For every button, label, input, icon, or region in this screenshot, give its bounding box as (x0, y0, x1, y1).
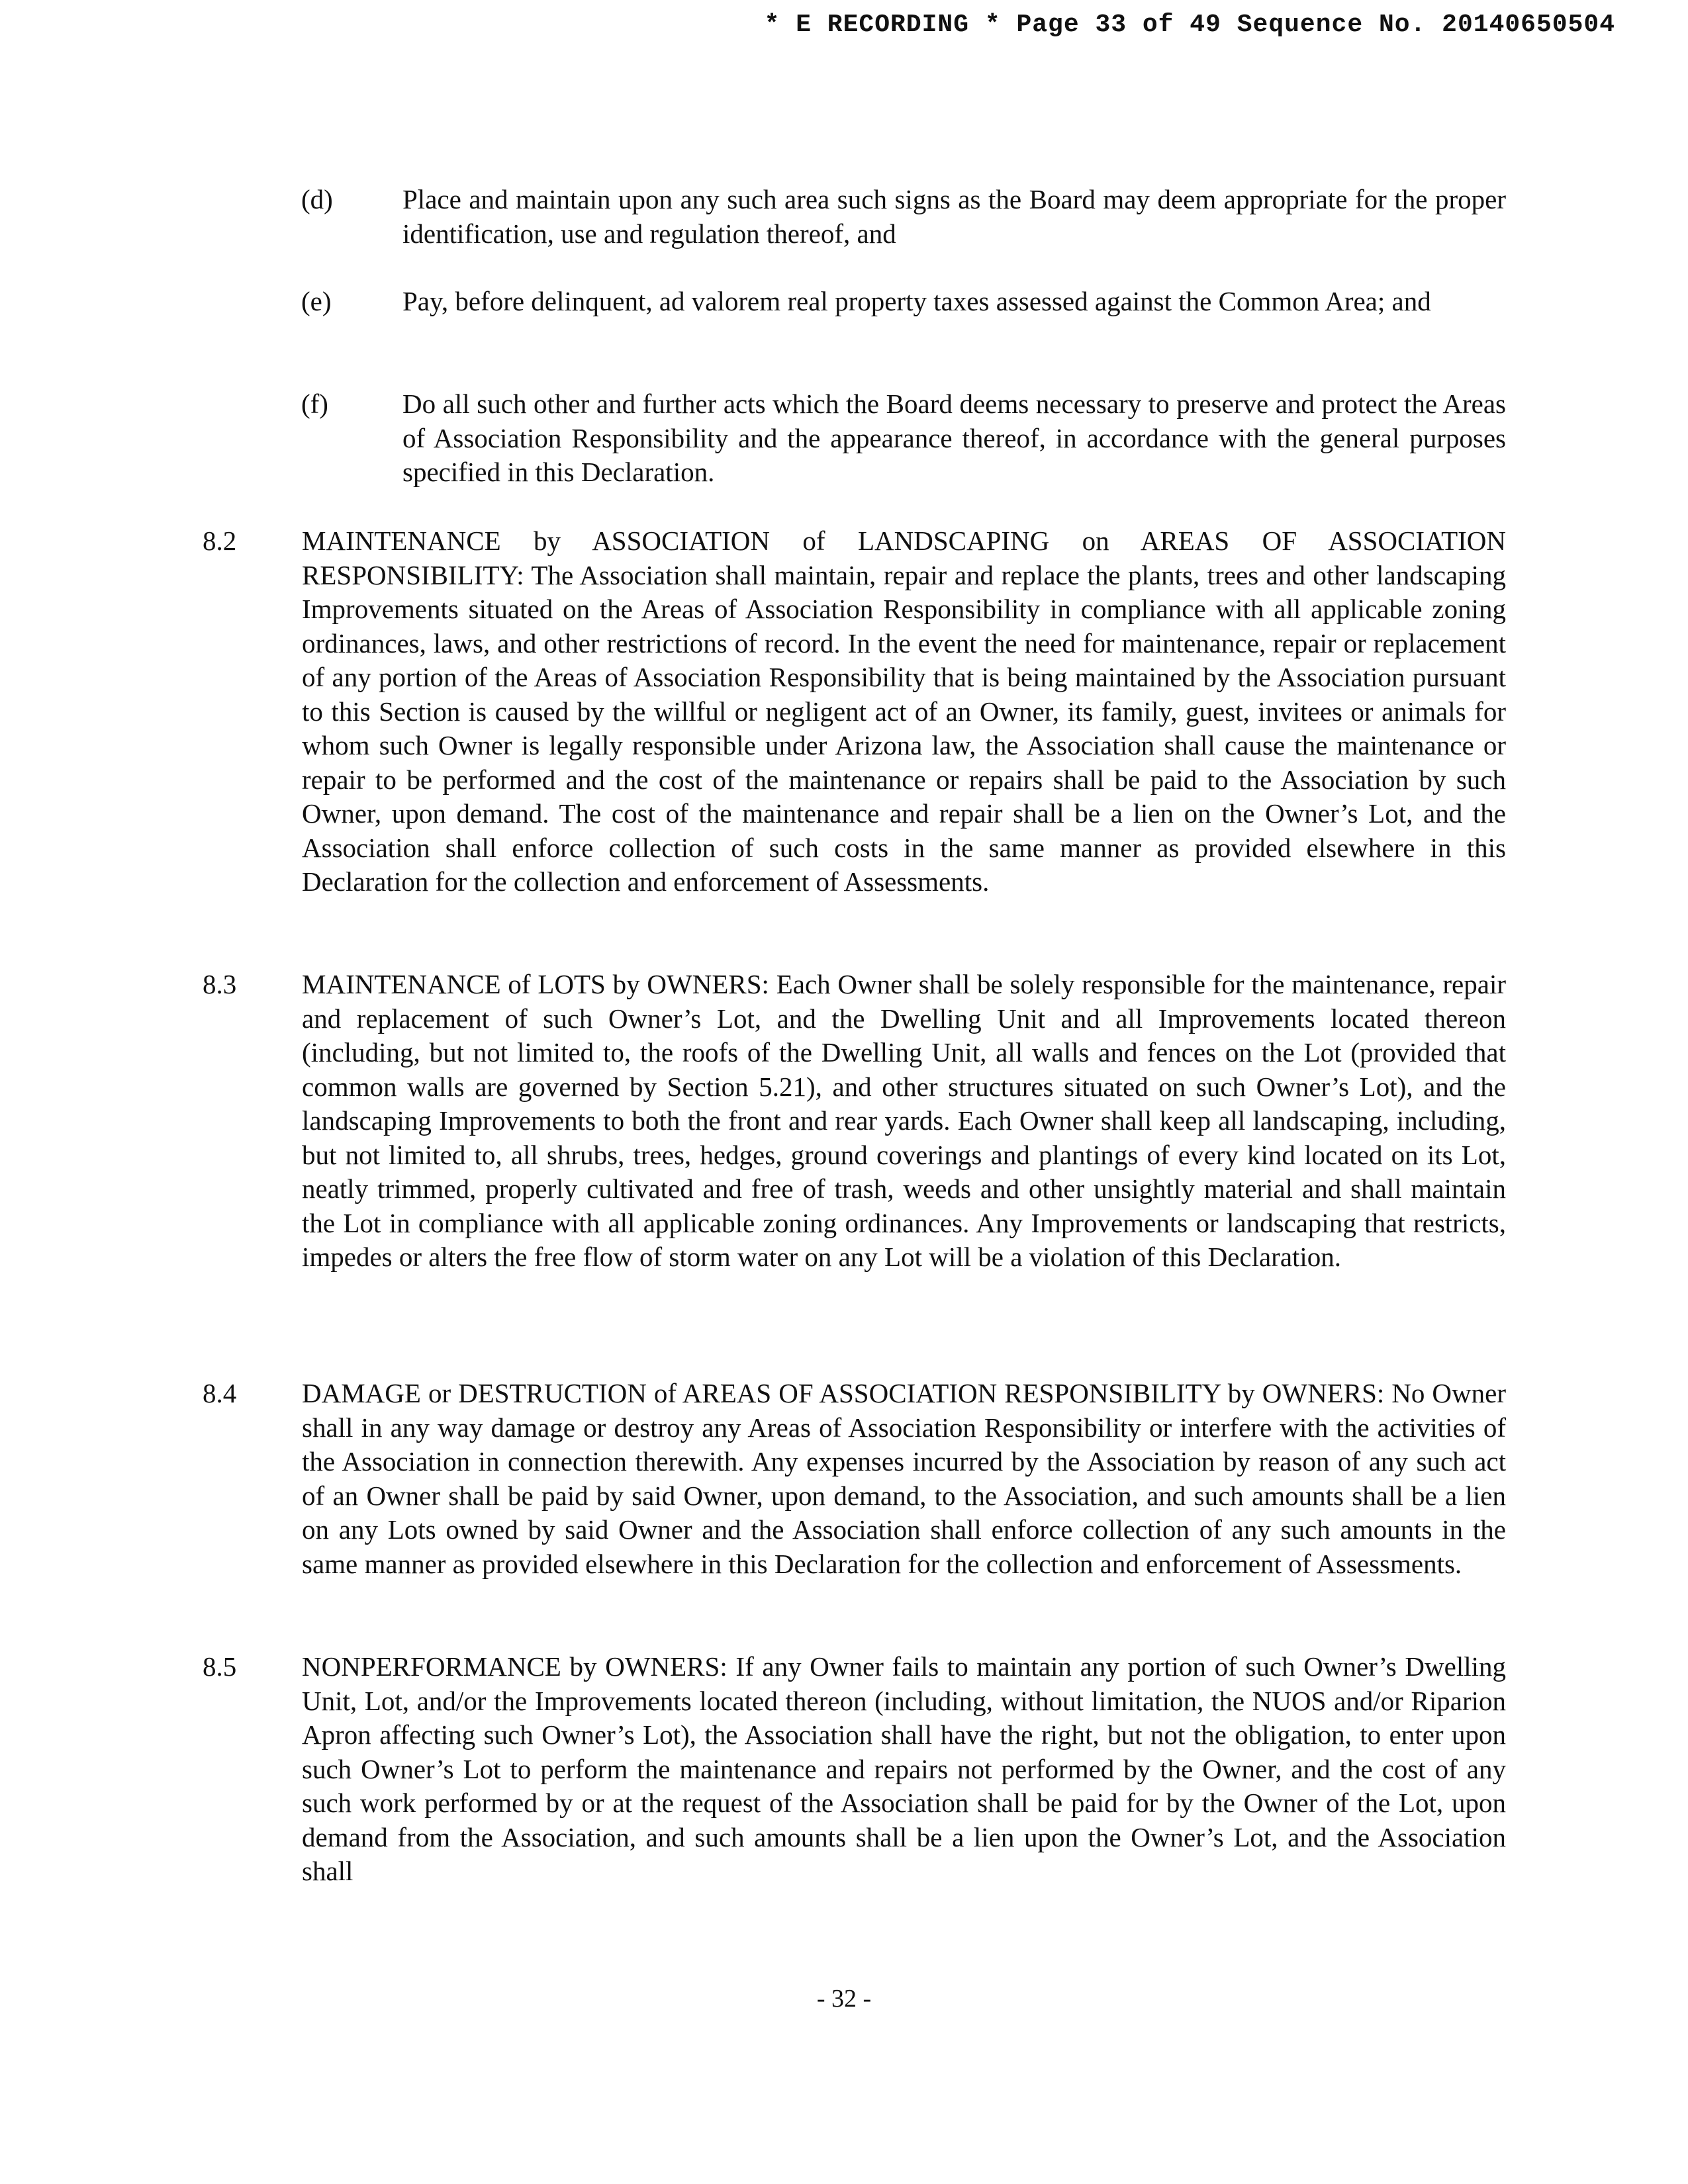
section-8-2 (203, 524, 1506, 899)
section-number: 8.3 (203, 969, 237, 999)
section-text: DAMAGE or DESTRUCTION of AREAS OF ASSOCIATION RESPONSIBILITY by OWNERS: No Owner shall in any way damage or destroy any Areas of Association Responsibility or interfere with the activities of the Association in connection therewith. Any expenses incurred by the Association by reason of any such act of an Owner shall be paid by said Owner, upon demand, to the Association, and such amounts shall be a lien on any Lots owned by said Owner and the Association shall enforce collection of any such amounts in the same manner as provided elsewhere in this Declaration for the collection and enforcement of Assessments. (302, 1378, 1506, 1579)
list-item-text: Do all such other and further acts which the Board deems necessary to preserve and protect the Areas of Association Responsibility and the appearance thereof, in accordance with the general purposes specified in this Declaration. (402, 388, 1506, 487)
list-item-text: Pay, before delinquent, ad valorem real property taxes assessed against the Common Area; and (402, 286, 1431, 316)
section-text: MAINTENANCE by ASSOCIATION of LANDSCAPING on AREAS OF ASSOCIATION RESPONSIBILITY: The Association shall maintain, repair and replace the plants, trees and other landscaping Improvements situated on the Areas of Association Responsibility in compliance with all applicable zoning ordinances, laws, and other restrictions of record. In the event the need for maintenance, repair or replacement of any portion of the Areas of Association Responsibility that is being maintained by the Association pursuant to this Section is caused by the willful or negligent act of an Owner, its family, guest, invitees or animals for whom such Owner is legally responsible under Arizona law, the Association shall cause the maintenance or repair to be performed and the cost of the maintenance or repairs shall be paid to the Association by such Owner, upon demand. The cost of the maintenance and repair shall be a lien on the Owner’s Lot, and the Association shall enforce collection of such costs in the same manner as provided elsewhere in this Declaration for the collection and enforcement of Assessments. (302, 525, 1506, 897)
list-item-d (301, 183, 1506, 251)
section-text: MAINTENANCE of LOTS by OWNERS: Each Owner shall be solely responsible for the maintenance, repair and replacement of such Owner’s Lot, and the Dwelling Unit and all Improvements located thereon (including, but not limited to, the roofs of the Dwelling Unit, all walls and fences on the Lot (provided that common walls are governed by Section 5.21), and other structures situated on such Owner’s Lot), and the landscaping Improvements to both the front and rear yards. Each Owner shall keep all landscaping, including, but not limited to, all shrubs, trees, hedges, ground coverings and plantings of every kind located on its Lot, neatly trimmed, properly cultivated and free of trash, weeds and other unsightly material and shall maintain the Lot in compliance with all applicable zoning ordinances. Any Improvements or landscaping that restricts, impedes or alters the free flow of storm water on any Lot will be a violation of this Declaration. (302, 969, 1506, 1272)
list-item-text: Place and maintain upon any such area such signs as the Board may deem appropriate for the proper identification, use and regulation thereof, and (402, 184, 1506, 249)
list-item-e (301, 285, 1506, 319)
section-8-5 (203, 1650, 1506, 1889)
list-marker: (f) (301, 388, 328, 419)
section-number: 8.5 (203, 1651, 237, 1682)
section-number: 8.4 (203, 1378, 237, 1408)
section-number: 8.2 (203, 525, 237, 556)
section-text: NONPERFORMANCE by OWNERS: If any Owner fails to maintain any portion of such Owner’s Dwelling Unit, Lot, and/or the Improvements located thereon (including, without limitation, the NUOS and/or Riparion Apron affecting such Owner’s Lot), the Association shall have the right, but not the obligation, to enter upon such Owner’s Lot to perform the maintenance and repairs not performed by the Owner, and the cost of any such work performed by or at the request of the Association shall be paid for by the Owner of the Lot, upon demand from the Association, and such amounts shall be a lien upon the Owner’s Lot, and the Association shall (302, 1651, 1506, 1886)
list-marker: (d) (301, 184, 333, 214)
list-marker: (e) (301, 286, 332, 316)
page-number: - 32 - (816, 1985, 872, 2013)
section-8-4 (203, 1377, 1506, 1581)
section-8-3 (203, 968, 1506, 1275)
list-item-f (301, 387, 1506, 490)
recording-header: * E RECORDING * Page 33 of 49 Sequence No. 20140650504 (764, 11, 1615, 39)
